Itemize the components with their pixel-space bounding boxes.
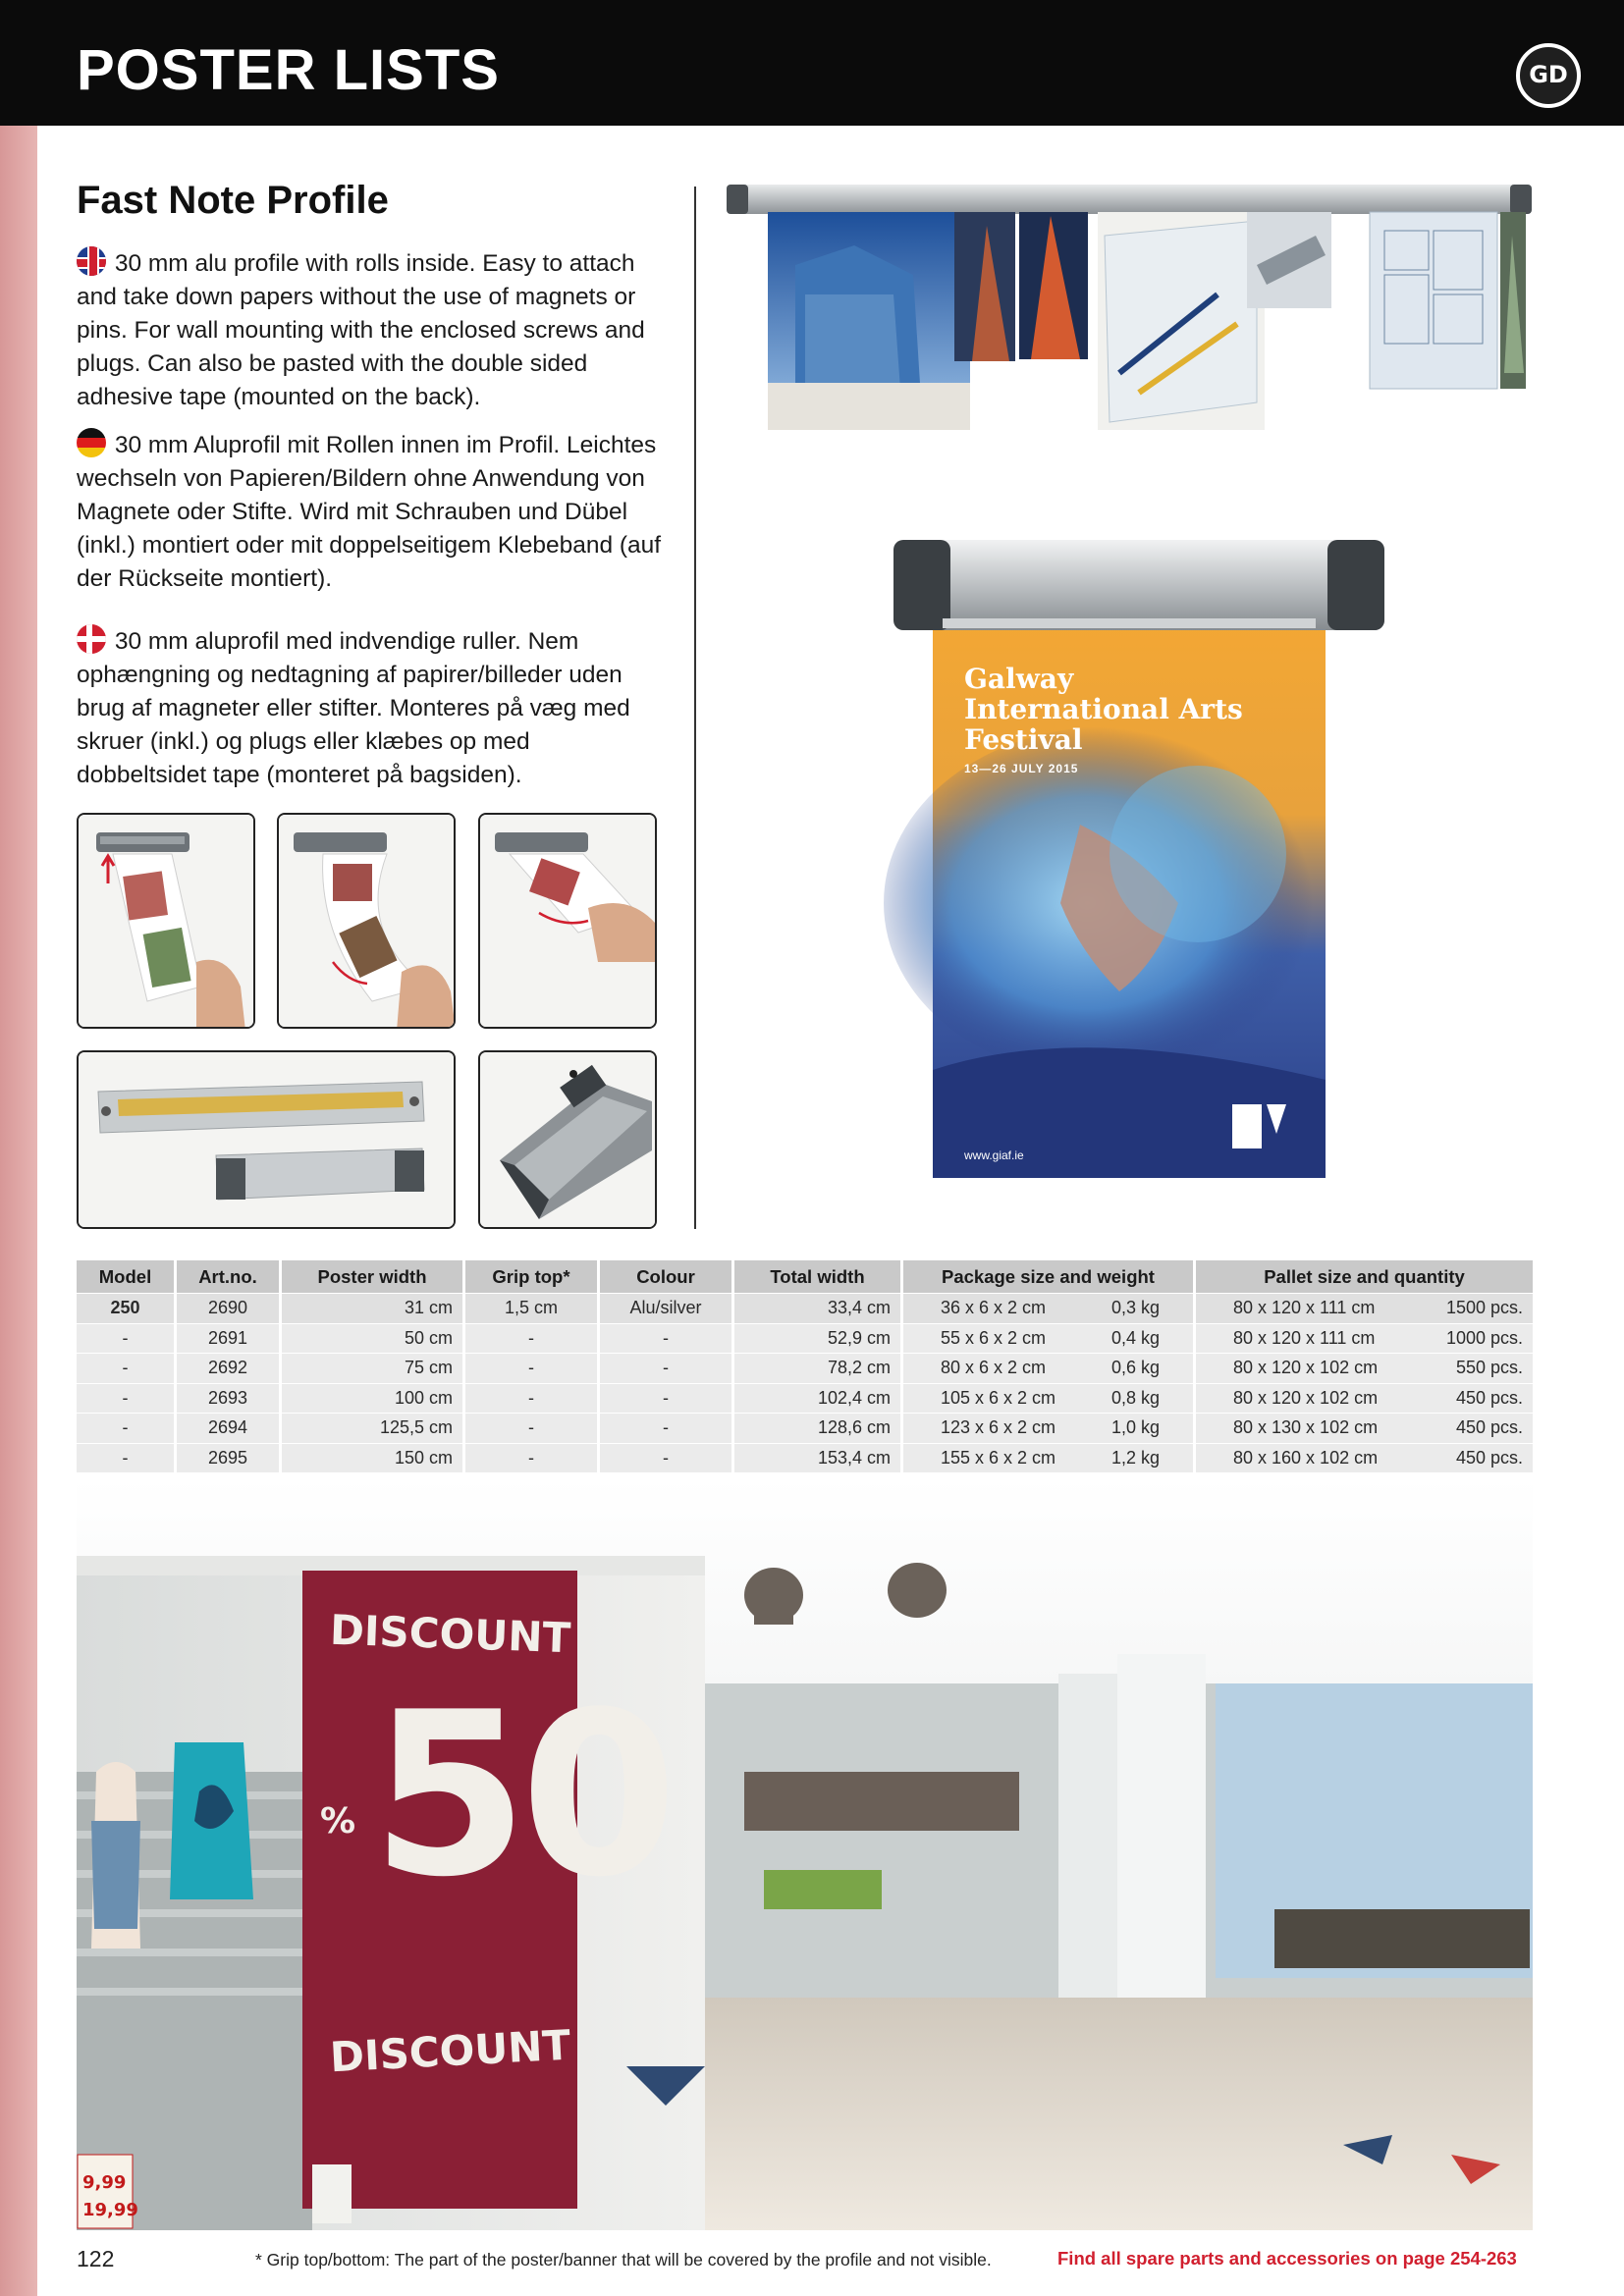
uk-flag-icon bbox=[77, 246, 106, 276]
poster-title: Galway International Arts Festival bbox=[964, 663, 1243, 756]
side-color-strip bbox=[0, 126, 37, 2296]
specification-table bbox=[77, 1260, 1533, 1472]
spare-parts-link[interactable]: Find all spare parts and accessories on page 254-263 bbox=[1057, 2248, 1517, 2269]
package-size: 123 x 6 x 2 cm bbox=[941, 1417, 1056, 1438]
pallet-quantity: 450 pcs. bbox=[1455, 1447, 1523, 1468]
cell-model: - bbox=[77, 1413, 177, 1443]
cell-model: - bbox=[77, 1323, 177, 1354]
poster-date: 13—26 JULY 2015 bbox=[964, 762, 1079, 775]
cell-grip-top: - bbox=[465, 1323, 600, 1354]
column-header-package: Package size and weight bbox=[903, 1260, 1196, 1293]
cell-total-width: 153,4 cm bbox=[734, 1443, 903, 1473]
mall-storefront-photo bbox=[77, 1477, 1533, 2230]
footnote: * Grip top/bottom: The part of the poster/banner that will be covered by the profile and not visible. bbox=[255, 2250, 992, 2269]
pallet-size: 80 x 120 x 111 cm bbox=[1233, 1298, 1376, 1318]
table-row bbox=[77, 1323, 1533, 1354]
brand-logo-icon bbox=[1516, 43, 1581, 108]
price-tag-1: 9,99 bbox=[82, 2172, 127, 2193]
cell-pallet bbox=[1196, 1413, 1533, 1443]
cell-package bbox=[903, 1293, 1196, 1323]
cell-poster-width: 125,5 cm bbox=[282, 1413, 465, 1443]
cell-art-no: 2692 bbox=[177, 1353, 282, 1383]
poster-percent-sign: % bbox=[320, 1801, 356, 1842]
description-text: 30 mm Aluprofil mit Rollen innen im Profil. Leichtes wechseln von Papieren/Bildern ohne Anwendung von Magnete oder Stifte. Wird mit Schrauben und Dübel (inkl.) montiert oder mit doppelseitigem Klebeband (auf der Rückseite montiert). bbox=[77, 432, 662, 592]
column-header-colour: Colour bbox=[600, 1260, 734, 1293]
package-weight: 0,8 kg bbox=[1110, 1387, 1160, 1408]
product-title: Fast Note Profile bbox=[77, 179, 389, 222]
page-number: 122 bbox=[77, 2246, 115, 2271]
column-header-model: Model bbox=[77, 1260, 177, 1293]
instruction-image-remove bbox=[478, 813, 657, 1029]
cell-model: 250 bbox=[77, 1293, 177, 1323]
package-size: 155 x 6 x 2 cm bbox=[941, 1447, 1056, 1468]
price-tag-2: 19,99 bbox=[82, 2200, 138, 2220]
description-danish bbox=[77, 624, 666, 792]
cell-poster-width: 50 cm bbox=[282, 1323, 465, 1354]
package-size: 80 x 6 x 2 cm bbox=[941, 1358, 1047, 1378]
column-divider bbox=[694, 187, 696, 1229]
poster-discount-top: DISCOUNT bbox=[329, 1605, 571, 1663]
poster-url: www.giaf.ie bbox=[964, 1148, 1024, 1162]
table-row bbox=[77, 1413, 1533, 1443]
page-title: POSTER LISTS bbox=[77, 38, 500, 102]
german-flag-icon bbox=[77, 428, 106, 457]
table-header-row bbox=[77, 1260, 1533, 1293]
logo-text: GD bbox=[1529, 61, 1568, 88]
package-weight: 0,4 kg bbox=[1110, 1327, 1160, 1348]
pallet-quantity: 550 pcs. bbox=[1455, 1358, 1523, 1378]
cell-package bbox=[903, 1323, 1196, 1354]
package-weight: 1,0 kg bbox=[1110, 1417, 1160, 1438]
description-text: 30 mm alu profile with rolls inside. Easy to attach and take down papers without the use of magnets or pins. For wall mounting with the enclosed screws and plugs. Can also be pasted with the double sided adhesive tape (mounted on the back). bbox=[77, 250, 645, 410]
cell-art-no: 2695 bbox=[177, 1443, 282, 1473]
column-header-pallet: Pallet size and quantity bbox=[1196, 1260, 1533, 1293]
column-header-total-width: Total width bbox=[734, 1260, 903, 1293]
instruction-image-insert bbox=[77, 813, 255, 1029]
cell-colour: - bbox=[600, 1383, 734, 1414]
cell-art-no: 2690 bbox=[177, 1293, 282, 1323]
cell-grip-top: - bbox=[465, 1383, 600, 1414]
profile-back-tape-image bbox=[77, 1050, 456, 1229]
danish-flag-icon bbox=[77, 624, 106, 654]
column-header-poster-width: Poster width bbox=[282, 1260, 465, 1293]
pallet-size: 80 x 160 x 102 cm bbox=[1233, 1447, 1379, 1468]
cell-model: - bbox=[77, 1353, 177, 1383]
cell-colour: Alu/silver bbox=[600, 1293, 734, 1323]
profile-closeup-image bbox=[478, 1050, 657, 1229]
package-weight: 1,2 kg bbox=[1110, 1447, 1160, 1468]
cell-total-width: 78,2 cm bbox=[734, 1353, 903, 1383]
cell-total-width: 52,9 cm bbox=[734, 1323, 903, 1354]
pallet-quantity: 450 pcs. bbox=[1455, 1417, 1523, 1438]
cell-pallet bbox=[1196, 1293, 1533, 1323]
pallet-quantity: 1500 pcs. bbox=[1445, 1298, 1523, 1318]
package-weight: 0,6 kg bbox=[1110, 1358, 1160, 1378]
package-size: 105 x 6 x 2 cm bbox=[941, 1387, 1056, 1408]
column-header-grip-top: Grip top* bbox=[465, 1260, 600, 1293]
cell-package bbox=[903, 1413, 1196, 1443]
cell-total-width: 128,6 cm bbox=[734, 1413, 903, 1443]
cell-colour: - bbox=[600, 1323, 734, 1354]
instruction-image-slide bbox=[277, 813, 456, 1029]
cell-grip-top: - bbox=[465, 1413, 600, 1443]
cell-poster-width: 150 cm bbox=[282, 1443, 465, 1473]
cell-art-no: 2693 bbox=[177, 1383, 282, 1414]
cell-colour: - bbox=[600, 1443, 734, 1473]
table-row bbox=[77, 1293, 1533, 1323]
package-weight: 0,3 kg bbox=[1110, 1298, 1160, 1318]
pallet-size: 80 x 130 x 102 cm bbox=[1233, 1417, 1379, 1438]
cell-total-width: 33,4 cm bbox=[734, 1293, 903, 1323]
table-row bbox=[77, 1353, 1533, 1383]
description-german bbox=[77, 428, 666, 596]
package-size: 55 x 6 x 2 cm bbox=[941, 1327, 1047, 1348]
cell-poster-width: 75 cm bbox=[282, 1353, 465, 1383]
cell-poster-width: 31 cm bbox=[282, 1293, 465, 1323]
cell-package bbox=[903, 1353, 1196, 1383]
cell-pallet bbox=[1196, 1323, 1533, 1354]
package-size: 36 x 6 x 2 cm bbox=[941, 1298, 1047, 1318]
rail-with-pictures-photo bbox=[727, 177, 1532, 434]
cell-package bbox=[903, 1443, 1196, 1473]
cell-grip-top: - bbox=[465, 1443, 600, 1473]
cell-art-no: 2691 bbox=[177, 1323, 282, 1354]
table-row bbox=[77, 1383, 1533, 1414]
description-english bbox=[77, 246, 666, 414]
cell-grip-top: 1,5 cm bbox=[465, 1293, 600, 1323]
pallet-quantity: 1000 pcs. bbox=[1445, 1327, 1523, 1348]
pallet-size: 80 x 120 x 102 cm bbox=[1233, 1387, 1379, 1408]
table-row bbox=[77, 1443, 1533, 1473]
page-header bbox=[0, 0, 1624, 126]
cell-colour: - bbox=[600, 1353, 734, 1383]
pallet-size: 80 x 120 x 111 cm bbox=[1233, 1327, 1376, 1348]
cell-art-no: 2694 bbox=[177, 1413, 282, 1443]
cell-colour: - bbox=[600, 1413, 734, 1443]
cell-pallet bbox=[1196, 1353, 1533, 1383]
cell-pallet bbox=[1196, 1443, 1533, 1473]
cell-grip-top: - bbox=[465, 1353, 600, 1383]
description-text: 30 mm aluprofil med indvendige ruller. Nem ophængning og nedtagning af papirer/billeder uden brug af magneter eller stifter. Monteres på væg med skruer (inkl.) og plugs eller klæbes op med dobbeltsidet tape (monteret på bagsiden). bbox=[77, 628, 630, 788]
cell-model: - bbox=[77, 1383, 177, 1414]
cell-model: - bbox=[77, 1443, 177, 1473]
column-header-art-no: Art.no. bbox=[177, 1260, 282, 1293]
poster-discount-number: 50 bbox=[371, 1665, 671, 1927]
poster-discount-bottom: DISCOUNT bbox=[328, 2020, 572, 2082]
pallet-size: 80 x 120 x 102 cm bbox=[1233, 1358, 1379, 1378]
cell-total-width: 102,4 cm bbox=[734, 1383, 903, 1414]
pallet-quantity: 450 pcs. bbox=[1455, 1387, 1523, 1408]
cell-poster-width: 100 cm bbox=[282, 1383, 465, 1414]
cell-pallet bbox=[1196, 1383, 1533, 1414]
festival-poster-photo bbox=[884, 530, 1394, 1194]
cell-package bbox=[903, 1383, 1196, 1414]
